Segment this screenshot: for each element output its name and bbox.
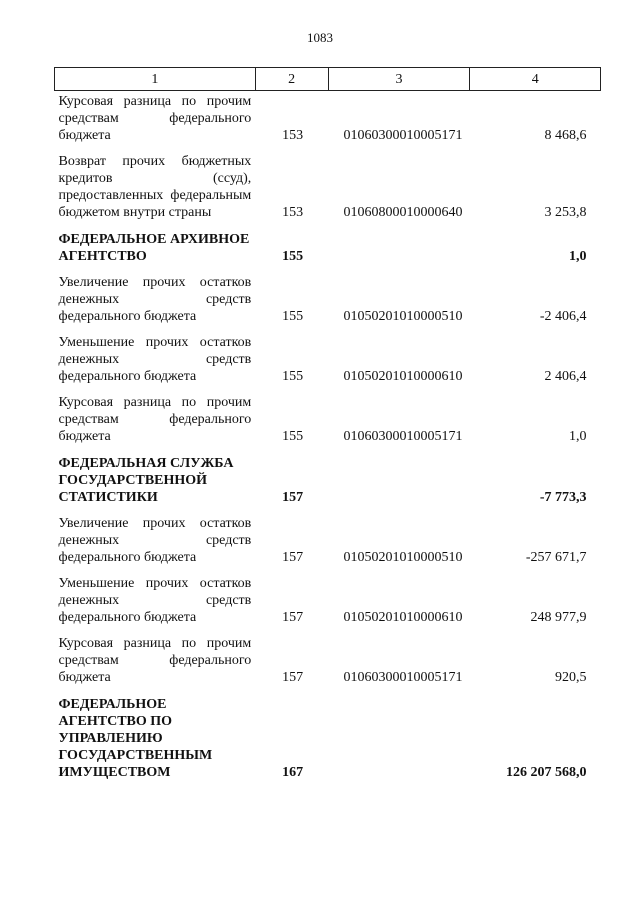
table-header-row (55, 68, 601, 91)
row-amount-cell: 8 468,6 (544, 128, 587, 143)
row-code-cell: 01050201010000510 (343, 550, 463, 565)
row-chapter-cell: 167 (282, 765, 304, 780)
column-header-3: 3 (328, 68, 470, 91)
row-name-cell: Уменьшение прочих остатков денежных средств федерального бюджета (58, 335, 252, 384)
row-name-cell: Курсовая разница по прочим средствам федерального бюджета (58, 395, 252, 444)
row-code-cell: 01060300010005171 (343, 670, 463, 685)
row-chapter-cell: 157 (282, 550, 304, 565)
organization-row (55, 686, 601, 781)
row-amount-cell: -7 773,3 (539, 490, 587, 505)
row-amount-cell: 126 207 568,0 (506, 765, 587, 780)
row-chapter-cell: 157 (282, 670, 304, 685)
table-row (55, 385, 601, 445)
row-amount-cell: 3 253,8 (544, 205, 587, 220)
organization-row (55, 445, 601, 506)
row-name-cell: Увеличение прочих остатков денежных средств федерального бюджета (58, 516, 252, 565)
table-row (55, 506, 601, 566)
row-name-cell: Уменьшение прочих остатков денежных средств федерального бюджета (58, 576, 252, 625)
table-row (55, 91, 601, 145)
row-code-cell: 01060800010000640 (343, 205, 463, 220)
row-amount-cell: 2 406,4 (544, 369, 587, 384)
table-row (55, 265, 601, 325)
row-name-cell: Курсовая разница по прочим средствам федерального бюджета (58, 94, 252, 143)
row-code-cell (328, 686, 470, 781)
row-chapter-cell: 155 (282, 249, 304, 264)
page-number: 1083 (307, 30, 333, 45)
column-header-2: 2 (255, 68, 328, 91)
row-amount-cell: 920,5 (555, 670, 587, 685)
row-code-cell: 01050201010000610 (343, 369, 463, 384)
organization-row (55, 221, 601, 265)
row-code-cell: 01060300010005171 (343, 429, 463, 444)
row-amount-cell: -2 406,4 (539, 309, 587, 324)
table-row (55, 626, 601, 686)
row-code-cell (328, 445, 470, 506)
column-header-4: 4 (470, 68, 601, 91)
row-code-cell (328, 221, 470, 265)
row-name-cell: Увеличение прочих остатков денежных средств федерального бюджета (58, 275, 252, 324)
row-code-cell: 01050201010000510 (343, 309, 463, 324)
row-code-cell: 01050201010000610 (343, 610, 463, 625)
row-amount-cell: 1,0 (569, 429, 587, 444)
budget-table (54, 67, 601, 781)
row-name-cell: ФЕДЕРАЛЬНОЕ АГЕНТСТВО ПО УПРАВЛЕНИЮ ГОСУДАРСТВЕННЫМ ИМУЩЕСТВОМ (58, 697, 213, 780)
table-row (55, 325, 601, 385)
row-code-cell: 01060300010005171 (343, 128, 463, 143)
row-name-cell: ФЕДЕРАЛЬНАЯ СЛУЖБА ГОСУДАРСТВЕННОЙ СТАТИСТИКИ (58, 456, 234, 505)
table-body (55, 91, 601, 782)
row-chapter-cell: 157 (282, 490, 304, 505)
row-name-cell: Возврат прочих бюджетных кредитов (ссуд), предоставленных федеральным бюджетом внутри страны (58, 154, 252, 220)
column-header-1: 1 (55, 68, 256, 91)
row-chapter-cell: 155 (282, 429, 304, 444)
row-chapter-cell: 153 (282, 205, 304, 220)
table-row (55, 566, 601, 626)
row-chapter-cell: 155 (282, 369, 304, 384)
row-name-cell: Курсовая разница по прочим средствам федерального бюджета (58, 636, 252, 685)
row-chapter-cell: 153 (282, 128, 304, 143)
row-chapter-cell: 155 (282, 309, 304, 324)
row-name-cell: ФЕДЕРАЛЬНОЕ АРХИВНОЕ АГЕНТСТВО (58, 232, 250, 264)
row-amount-cell: -257 671,7 (525, 550, 587, 565)
row-amount-cell: 1,0 (569, 249, 587, 264)
row-amount-cell: 248 977,9 (530, 610, 587, 625)
table-row (55, 144, 601, 221)
row-chapter-cell: 157 (282, 610, 304, 625)
